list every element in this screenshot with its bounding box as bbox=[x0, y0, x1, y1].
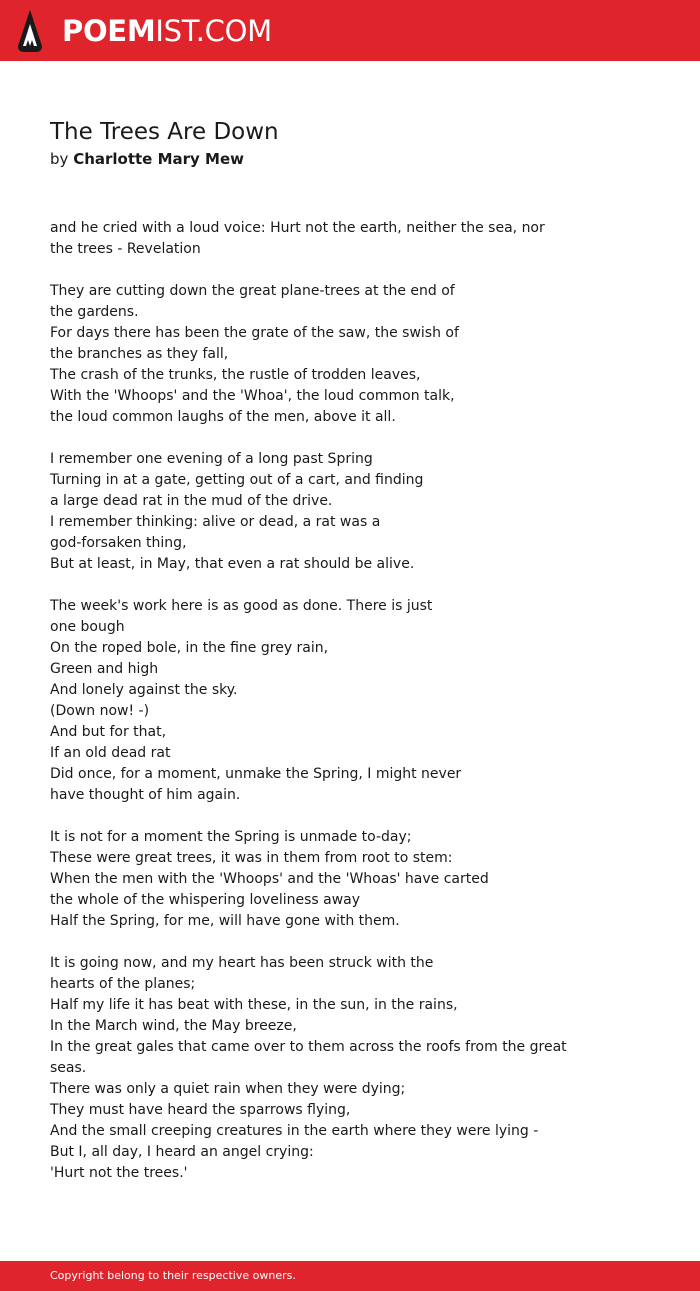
poem-line: (Down now! -) bbox=[50, 703, 150, 719]
poem-line: In the March wind, the May breeze, bbox=[50, 1018, 297, 1034]
poem-line: They must have heard the sparrows flying, bbox=[50, 1102, 351, 1118]
site-header bbox=[0, 0, 700, 61]
poem-line: And but for that, bbox=[50, 724, 167, 740]
poem-line: 'Hurt not the trees.' bbox=[50, 1165, 188, 1181]
poem-line: a large dead rat in the mud of the drive. bbox=[50, 493, 333, 509]
poem-author: Charlotte Mary Mew bbox=[73, 150, 244, 168]
poem-line: I remember one evening of a long past Spring bbox=[50, 451, 373, 467]
site-footer bbox=[0, 1261, 700, 1291]
poem-line: It is going now, and my heart has been struck with the bbox=[50, 955, 434, 971]
logo-text-light: IST.COM bbox=[155, 14, 272, 48]
poem-line: If an old dead rat bbox=[50, 745, 171, 761]
logo-text-bold: POEM bbox=[62, 14, 156, 48]
poem-line: the trees - Revelation bbox=[50, 241, 201, 257]
poem-line: When the men with the 'Whoops' and the 'Whoas' have carted bbox=[50, 871, 489, 887]
poem-line: With the 'Whoops' and the 'Whoa', the loud common talk, bbox=[50, 388, 455, 404]
poem-line bbox=[50, 575, 650, 596]
pen-nib-icon[interactable] bbox=[18, 10, 42, 52]
poem-title: The Trees Are Down bbox=[50, 119, 279, 145]
poem-line: And the small creeping creatures in the earth where they were lying - bbox=[50, 1123, 539, 1139]
poem-line: the loud common laughs of the men, above it all. bbox=[50, 409, 396, 425]
poem-line: Green and high bbox=[50, 661, 159, 677]
poem-line: On the roped bole, in the fine grey rain, bbox=[50, 640, 329, 656]
poem-line: Turning in at a gate, getting out of a cart, and finding bbox=[50, 472, 424, 488]
poem-line bbox=[50, 806, 650, 827]
poem-line: And lonely against the sky. bbox=[50, 682, 238, 698]
poem-line: and he cried with a loud voice: Hurt not the earth, neither the sea, nor bbox=[50, 220, 545, 236]
site-logo[interactable] bbox=[62, 13, 272, 49]
poem-line: seas. bbox=[50, 1060, 87, 1076]
poem-line: The week's work here is as good as done. There is just bbox=[50, 598, 433, 614]
poem-line: Half my life it has beat with these, in the sun, in the rains, bbox=[50, 997, 458, 1013]
poem-line: But I, all day, I heard an angel crying: bbox=[50, 1144, 314, 1160]
poem-byline bbox=[50, 148, 244, 170]
poem-line: the whole of the whispering loveliness away bbox=[50, 892, 361, 908]
poem-line: In the great gales that came over to them across the roofs from the great bbox=[50, 1039, 567, 1055]
poem-line: hearts of the planes; bbox=[50, 976, 196, 992]
poem-line: They are cutting down the great plane-trees at the end of bbox=[50, 283, 455, 299]
poem-line: For days there has been the grate of the saw, the swish of bbox=[50, 325, 459, 341]
poem-line: god-forsaken thing, bbox=[50, 535, 187, 551]
poem-line: But at least, in May, that even a rat should be alive. bbox=[50, 556, 415, 572]
poem-line: These were great trees, it was in them from root to stem: bbox=[50, 850, 453, 866]
poem-line: the gardens. bbox=[50, 304, 139, 320]
poem-line: Did once, for a moment, unmake the Spring, I might never bbox=[50, 766, 462, 782]
poem-line: Half the Spring, for me, will have gone with them. bbox=[50, 913, 400, 929]
poem-line bbox=[50, 260, 650, 281]
by-label: by bbox=[50, 150, 69, 168]
poem-line: have thought of him again. bbox=[50, 787, 241, 803]
poem-line: There was only a quiet rain when they were dying; bbox=[50, 1081, 406, 1097]
poem-line: I remember thinking: alive or dead, a rat was a bbox=[50, 514, 381, 530]
poem-line bbox=[50, 932, 650, 953]
poem-line: The crash of the trunks, the rustle of trodden leaves, bbox=[50, 367, 421, 383]
copyright-text: Copyright belong to their respective owners. bbox=[50, 1269, 296, 1282]
poem-body bbox=[50, 218, 650, 1184]
poem-line: one bough bbox=[50, 619, 125, 635]
poem-line bbox=[50, 428, 650, 449]
poem-line: the branches as they fall, bbox=[50, 346, 229, 362]
poem-line: It is not for a moment the Spring is unmade to-day; bbox=[50, 829, 412, 845]
